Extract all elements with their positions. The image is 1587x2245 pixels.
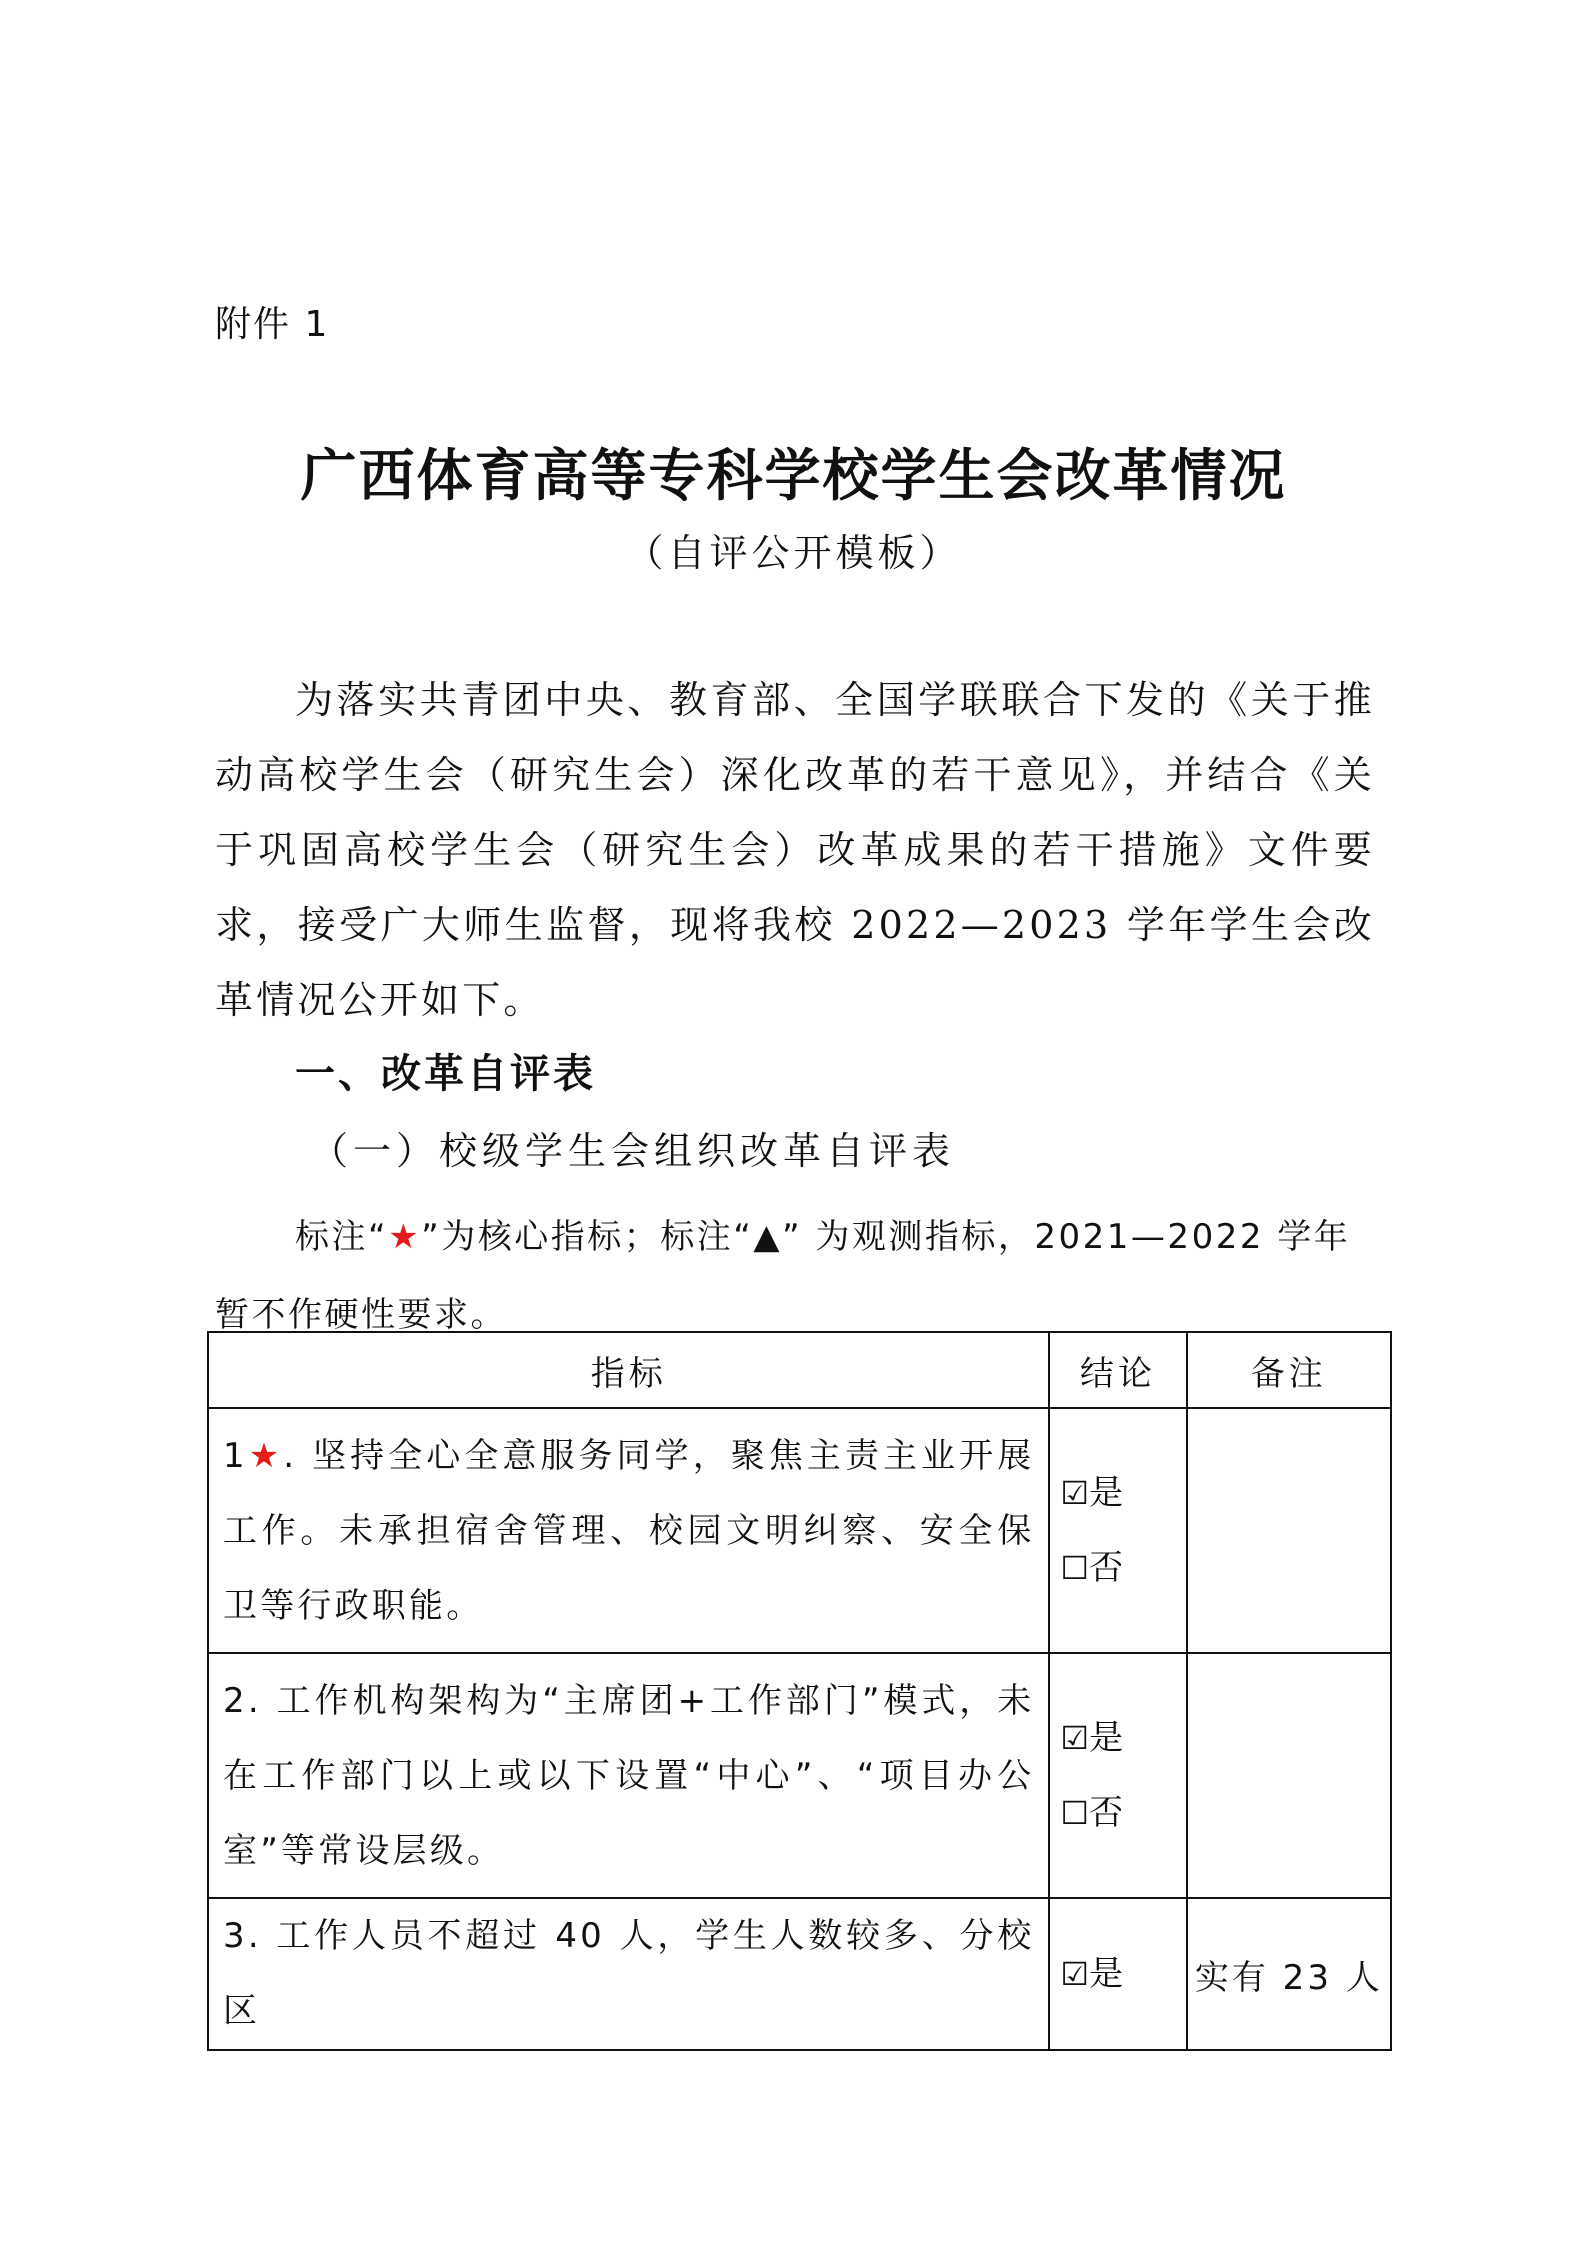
section-heading: 一、改革自评表 [295, 1051, 596, 1097]
table-row [208, 1408, 1391, 1653]
attachment-label: 附件 1 [215, 304, 330, 345]
indicator-text: . 工作机构架构为“主席团+工作部门”模式，未在工作部门以上或以下设置“中心”、“项目办公室”等常设层级。 [223, 1681, 1035, 1871]
option-no[interactable] [1060, 1531, 1185, 1606]
self-evaluation-table [207, 1331, 1392, 2051]
legend-note-text: ”为核心指标；标注“▲” 为观测指标，2021—2022 学年暂不作硬性要求。 [215, 1217, 1351, 1335]
checked-box-icon: ☑ [1060, 1954, 1090, 1993]
option-yes[interactable] [1060, 1937, 1185, 2012]
document-title: 广西体育高等专科学校学生会改革情况 [300, 443, 1287, 509]
indicator-cell [208, 1653, 1049, 1898]
indicator-number: 1 [223, 1436, 248, 1476]
option-no-label: 否 [1089, 1547, 1124, 1588]
header-indicator: 指标 [208, 1332, 1049, 1408]
indicator-cell [208, 1898, 1049, 2050]
checked-box-icon: ☑ [1060, 1718, 1090, 1757]
conclusion-cell [1049, 1653, 1186, 1898]
table-row [208, 1898, 1391, 2050]
conclusion-cell [1049, 1408, 1186, 1653]
unchecked-box-icon: ☐ [1060, 1548, 1090, 1587]
unchecked-box-icon: ☐ [1060, 1793, 1090, 1832]
option-yes-label: 是 [1089, 1472, 1124, 1513]
option-yes[interactable] [1060, 1456, 1185, 1531]
header-remark: 备注 [1187, 1332, 1391, 1408]
intro-paragraph: 为落实共青团中央、教育部、全国学联联合下发的《关于推动高校学生会（研究生会）深化改革的若干意见》，并结合《关于巩固高校学生会（研究生会）改革成果的若干措施》文件要求，接受广大师生监督，现将我校 2022—2023 学年学生会改革情况公开如下。 [215, 678, 1375, 1022]
indicator-number: 2 [223, 1681, 248, 1721]
indicator-cell [208, 1408, 1049, 1653]
option-yes[interactable] [1060, 1701, 1185, 1776]
core-star-icon: ★ [247, 1436, 284, 1476]
option-no[interactable] [1060, 1776, 1185, 1851]
table-header-row [208, 1332, 1391, 1408]
table-row [208, 1653, 1391, 1898]
header-conclusion: 结论 [1049, 1332, 1186, 1408]
indicator-text: . 坚持全心全意服务同学，聚焦主责主业开展工作。未承担宿舍管理、校园文明纠察、安全保卫等行政职能。 [223, 1436, 1035, 1626]
document-subtitle: （自评公开模板） [625, 531, 962, 575]
conclusion-cell [1049, 1898, 1186, 2050]
option-yes-label: 是 [1089, 1717, 1124, 1758]
remark-cell: 实有 23 人 [1187, 1898, 1391, 2050]
legend-note-prefix: 标注“ [295, 1217, 389, 1257]
checked-box-icon: ☑ [1060, 1473, 1090, 1512]
option-no-label: 否 [1089, 1792, 1124, 1833]
remark-cell [1187, 1408, 1391, 1653]
indicator-text: . 工作人员不超过 40 人，学生人数较多、分校区 [223, 1916, 1035, 2031]
option-yes-label: 是 [1089, 1953, 1124, 1994]
remark-cell [1187, 1653, 1391, 1898]
core-star-icon: ★ [388, 1217, 422, 1257]
indicator-number: 3 [223, 1916, 248, 1956]
subsection-heading: （一）校级学生会组织改革自评表 [310, 1129, 956, 1173]
